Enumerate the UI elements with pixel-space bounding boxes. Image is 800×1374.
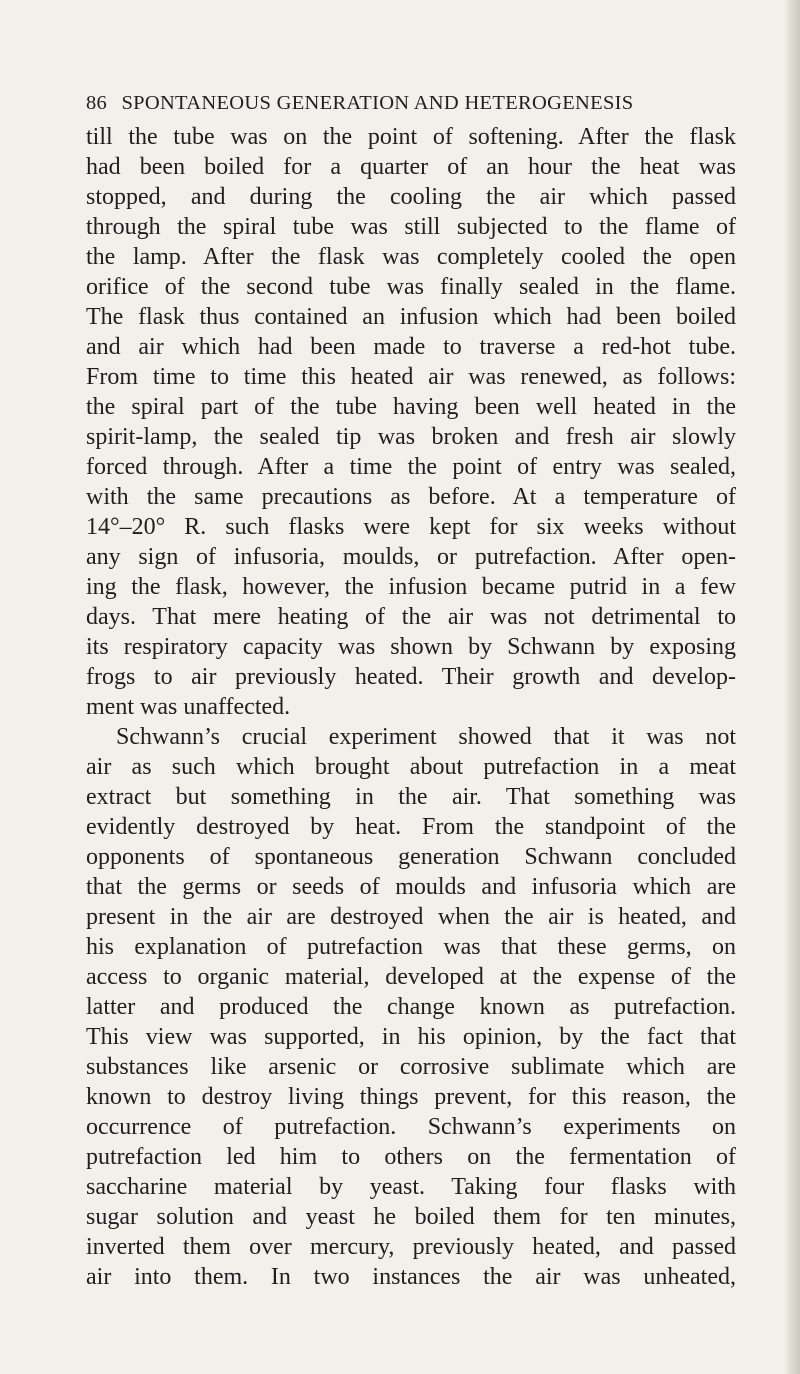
text-line: forced through. After a time the point of entry was sealed, — [86, 454, 736, 480]
text-line: occurrence of putrefaction. Schwann’s experiments on — [86, 1114, 736, 1140]
text-line: This view was supported, in his opinion, by the fact that — [86, 1024, 736, 1050]
text-line: saccharine material by yeast. Taking four flasks with — [86, 1174, 736, 1200]
text-line: extract but something in the air. That something was — [86, 784, 736, 810]
text-line: his explanation of putrefaction was that these germs, on — [86, 934, 736, 960]
text-line: air as such which brought about putrefaction in a meat — [86, 754, 736, 780]
text-line: stopped, and during the cooling the air which passed — [86, 184, 736, 210]
text-line: From time to time this heated air was renewed, as follows: — [86, 364, 736, 390]
text-line: days. That mere heating of the air was not detrimental to — [86, 604, 736, 630]
text-line: substances like arsenic or corrosive sublimate which are — [86, 1054, 736, 1080]
text-line: evidently destroyed by heat. From the standpoint of the — [86, 814, 736, 840]
text-line: The flask thus contained an infusion which had been boiled — [86, 304, 736, 330]
text-line: frogs to air previously heated. Their growth and develop- — [86, 664, 736, 690]
text-line: its respiratory capacity was shown by Schwann by exposing — [86, 634, 736, 660]
paragraph-end-line: ment was unaffected. — [86, 694, 291, 720]
text-line: sugar solution and yeast he boiled them for ten minutes, — [86, 1204, 736, 1230]
page-edge-shadow — [784, 0, 800, 1374]
text-line: had been boiled for a quarter of an hour the heat was — [86, 154, 736, 180]
text-line: spirit-lamp, the sealed tip was broken and fresh air slowly — [86, 424, 736, 450]
text-line: known to destroy living things prevent, for this reason, the — [86, 1084, 736, 1110]
text-line: ing the flask, however, the infusion became putrid in a few — [86, 574, 736, 600]
text-line: till the tube was on the point of softening. After the flask — [86, 124, 736, 150]
text-line: present in the air are destroyed when the air is heated, and — [86, 904, 736, 930]
text-line: through the spiral tube was still subjected to the flame of — [86, 214, 736, 240]
body-text — [86, 122, 736, 1292]
text-line: latter and produced the change known as putrefaction. — [86, 994, 736, 1020]
text-line: air into them. In two instances the air was unheated, — [86, 1264, 736, 1290]
text-line: the spiral part of the tube having been well heated in the — [86, 394, 736, 420]
running-head-title: SPONTANEOUS GENERATION AND HETEROGENESIS — [121, 92, 634, 114]
text-line: with the same precautions as before. At a temperature of — [86, 484, 736, 510]
text-line: access to organic material, developed at the expense of the — [86, 964, 736, 990]
paragraph-start-line: Schwann’s crucial experiment showed that it was not — [116, 724, 736, 750]
text-line: any sign of infusoria, moulds, or putrefaction. After open- — [86, 544, 736, 570]
text-line: 14°–20° R. such flasks were kept for six weeks without — [86, 514, 736, 540]
running-head — [86, 88, 736, 118]
text-line: orifice of the second tube was finally sealed in the flame. — [86, 274, 736, 300]
book-page — [86, 88, 736, 1292]
text-line: putrefaction led him to others on the fermentation of — [86, 1144, 736, 1170]
text-line: the lamp. After the flask was completely cooled the open — [86, 244, 736, 270]
text-line: that the germs or seeds of moulds and infusoria which are — [86, 874, 736, 900]
text-line: inverted them over mercury, previously heated, and passed — [86, 1234, 736, 1260]
text-line: and air which had been made to traverse a red-hot tube. — [86, 334, 736, 360]
page-number: 86 — [86, 92, 108, 114]
text-line: opponents of spontaneous generation Schwann concluded — [86, 844, 736, 870]
